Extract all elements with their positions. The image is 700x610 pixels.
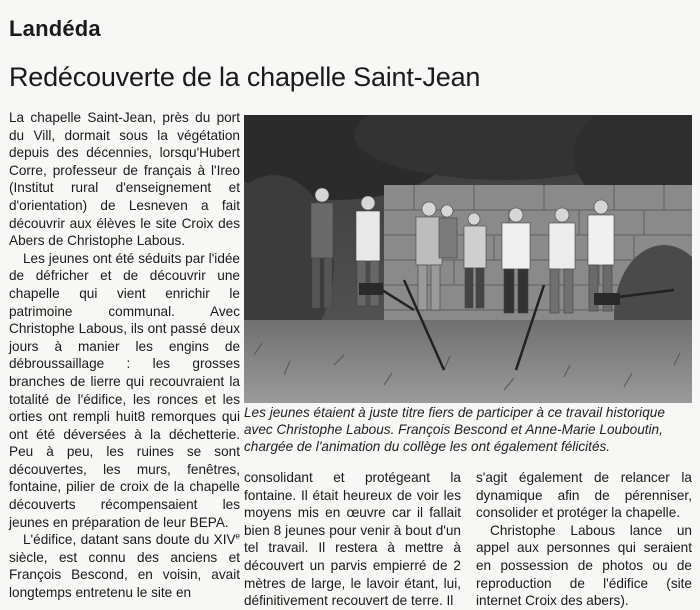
article-column-3: [476, 469, 692, 610]
photo-caption: Les jeunes étaient à juste titre fiers de participer à ce travail historique avec Christophe Labous. François Bescond et Anne-Marie Louboutin, chargée de l'animation du collège les ont également félicités.: [244, 405, 665, 454]
article-column-1: [9, 109, 240, 602]
paragraph-history: [9, 531, 240, 601]
group-photo-illustration: [244, 115, 692, 403]
article-headline: Redécouverte de la chapelle Saint-Jean: [9, 62, 481, 92]
century-superscript: e: [235, 531, 240, 541]
history-text-end: siècle, est connu des anciens et François Bescond, en voisin, avait longtemps entretenu le site en: [9, 549, 240, 601]
paragraph-dynamic: s'agit également de relancer la dynamique afin de pérenniser, consolider et protéger la chapelle.: [476, 470, 692, 521]
paragraph-intro: La chapelle Saint-Jean, près du port du Vill, dormait sous la végétation depuis des décennies, lorsqu'Hubert Corre, professeur de français à l'Ireo (Institut rural d'enseignement et d'orientation) de Lesneven a fait découvrir aux élèves le site Croix des Abers de Christophe Labous.: [9, 110, 240, 249]
paragraph-appeal: Christophe Labous lance un appel aux personnes qui seraient en possession de photos ou de reproduction de l'édifice (site internet Croix des abers).: [476, 522, 692, 609]
article-photo: [244, 115, 692, 403]
history-text-start: L'édifice, datant sans doute du XIV: [23, 532, 236, 548]
paragraph-fountain: consolidant et protégeant la fontaine. Il était heureux de voir les moyens mis en œuvre car il fallait bien 8 jeunes pour venir à bout d'un tel travail. Il restera à mettre à découvert un parvis empierré de 2 mètres de large, le lavoir étant, lui, définitivement recouvert de terre. Il: [244, 470, 461, 609]
paragraph-youth: Les jeunes ont été séduits par l'idée de défricher et de découvrir une chapelle qui vient enrichir le patrimoine communal. Avec Christophe Labous, ils ont passé deux jours à manier les engins de débroussaillage : les grosses branches de lierre qui recouvraient la totalité de l'édifice, les ronces et les orties ont rempli huit8 remorques qui ont été déversées à la déchetterie. Peu à peu, les ruines se sont découvertes, les murs, fenêtres, fontaine, pilier de croix de la chapelle découverts récompensaient les jeunes en préparation de leur BEPA.: [9, 250, 240, 530]
section-rubric: Landéda: [9, 16, 101, 41]
article-column-2: [244, 469, 461, 610]
